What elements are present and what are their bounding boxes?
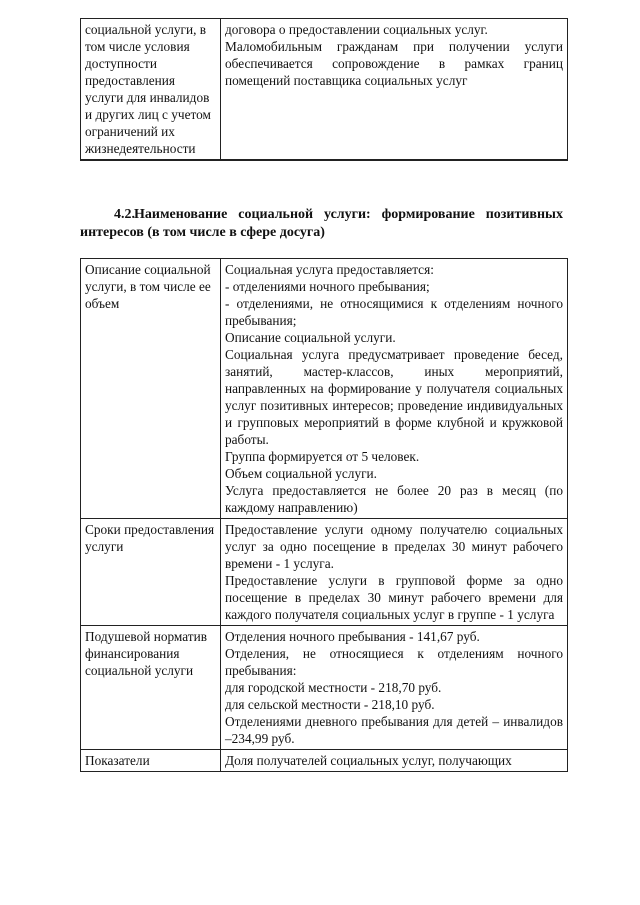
- paragraph: для сельской местности - 218,10 руб.: [225, 697, 435, 712]
- paragraph: Услуга предоставляется не более 20 раз в месяц (по каждому направлению): [225, 483, 563, 515]
- paragraph: Доля получателей социальных услуг, получающих: [225, 753, 512, 768]
- paragraph: для городской местности - 218,70 руб.: [225, 680, 442, 695]
- continued-table: [80, 18, 568, 161]
- paragraph: договора о предоставлении социальных услуг.: [225, 22, 488, 37]
- row-content: [221, 160, 568, 161]
- paragraph: Маломобильным гражданам при получении услуги обеспечивается сопровождение в рамках границ помещений поставщика социальных услуг: [225, 39, 563, 88]
- section-title: Наименование социальной услуги: формирование позитивных интересов (в том числе в сфере досуга): [80, 207, 563, 240]
- paragraph: Социальная услуга предусматривает проведение бесед, занятий, мастер-классов, иных мероприятий, направленных на формирование у получателя социальных услуг позитивных интересов; проведение индивидуальных и групповых мероприятий в форме клубной и кружковой работы.: [225, 347, 563, 447]
- row-label: Показатели: [81, 750, 221, 772]
- row-content: [221, 259, 568, 519]
- row-content: [221, 19, 568, 160]
- row-label: Описание социальной услуги, в том числе ее объем: [81, 259, 221, 519]
- service-table: [80, 258, 568, 772]
- row-label: Сроки предоставления услуги: [81, 519, 221, 626]
- paragraph: Описание социальной услуги.: [225, 330, 396, 345]
- table-row: [81, 750, 568, 772]
- paragraph: Отделения ночного пребывания - 141,67 руб.: [225, 629, 480, 644]
- row-content: [221, 626, 568, 750]
- paragraph: - отделениями, не относящимися к отделениям ночного пребывания;: [225, 296, 563, 328]
- table-row: [81, 259, 568, 519]
- table-row-filler: [81, 160, 568, 161]
- row-content: [221, 750, 568, 772]
- paragraph: Предоставление услуги в групповой форме за одно посещение в пределах 30 минут рабочего времени для каждого получателя социальных услуг в группе - 1 услуга: [225, 573, 563, 622]
- paragraph: Группа формируется от 5 человек.: [225, 449, 420, 464]
- paragraph: Отделениями дневного пребывания для детей – инвалидов –234,99 руб.: [225, 714, 563, 746]
- row-label: социальной услуги, в том числе условия доступности предоставления услуги для инвалидов и других лиц с учетом ограничений их жизнедеятельности: [81, 19, 221, 160]
- section-heading: [80, 206, 563, 242]
- paragraph: Предоставление услуги одному получателю социальных услуг за одно посещение в пределах 30 минут рабочего времени - 1 услуга.: [225, 522, 563, 571]
- paragraph: - отделениями ночного пребывания;: [225, 279, 430, 294]
- row-label: Подушевой норматив финансирования социальной услуги: [81, 626, 221, 750]
- table-row: [81, 519, 568, 626]
- table-row: [81, 626, 568, 750]
- paragraph: Объем социальной услуги.: [225, 466, 377, 481]
- row-content: [221, 519, 568, 626]
- table-row: [81, 19, 568, 160]
- row-label: [81, 160, 221, 161]
- paragraph: Социальная услуга предоставляется:: [225, 262, 434, 277]
- paragraph: Отделения, не относящиеся к отделениям ночного пребывания:: [225, 646, 563, 678]
- section-number: 4.2.: [114, 207, 135, 222]
